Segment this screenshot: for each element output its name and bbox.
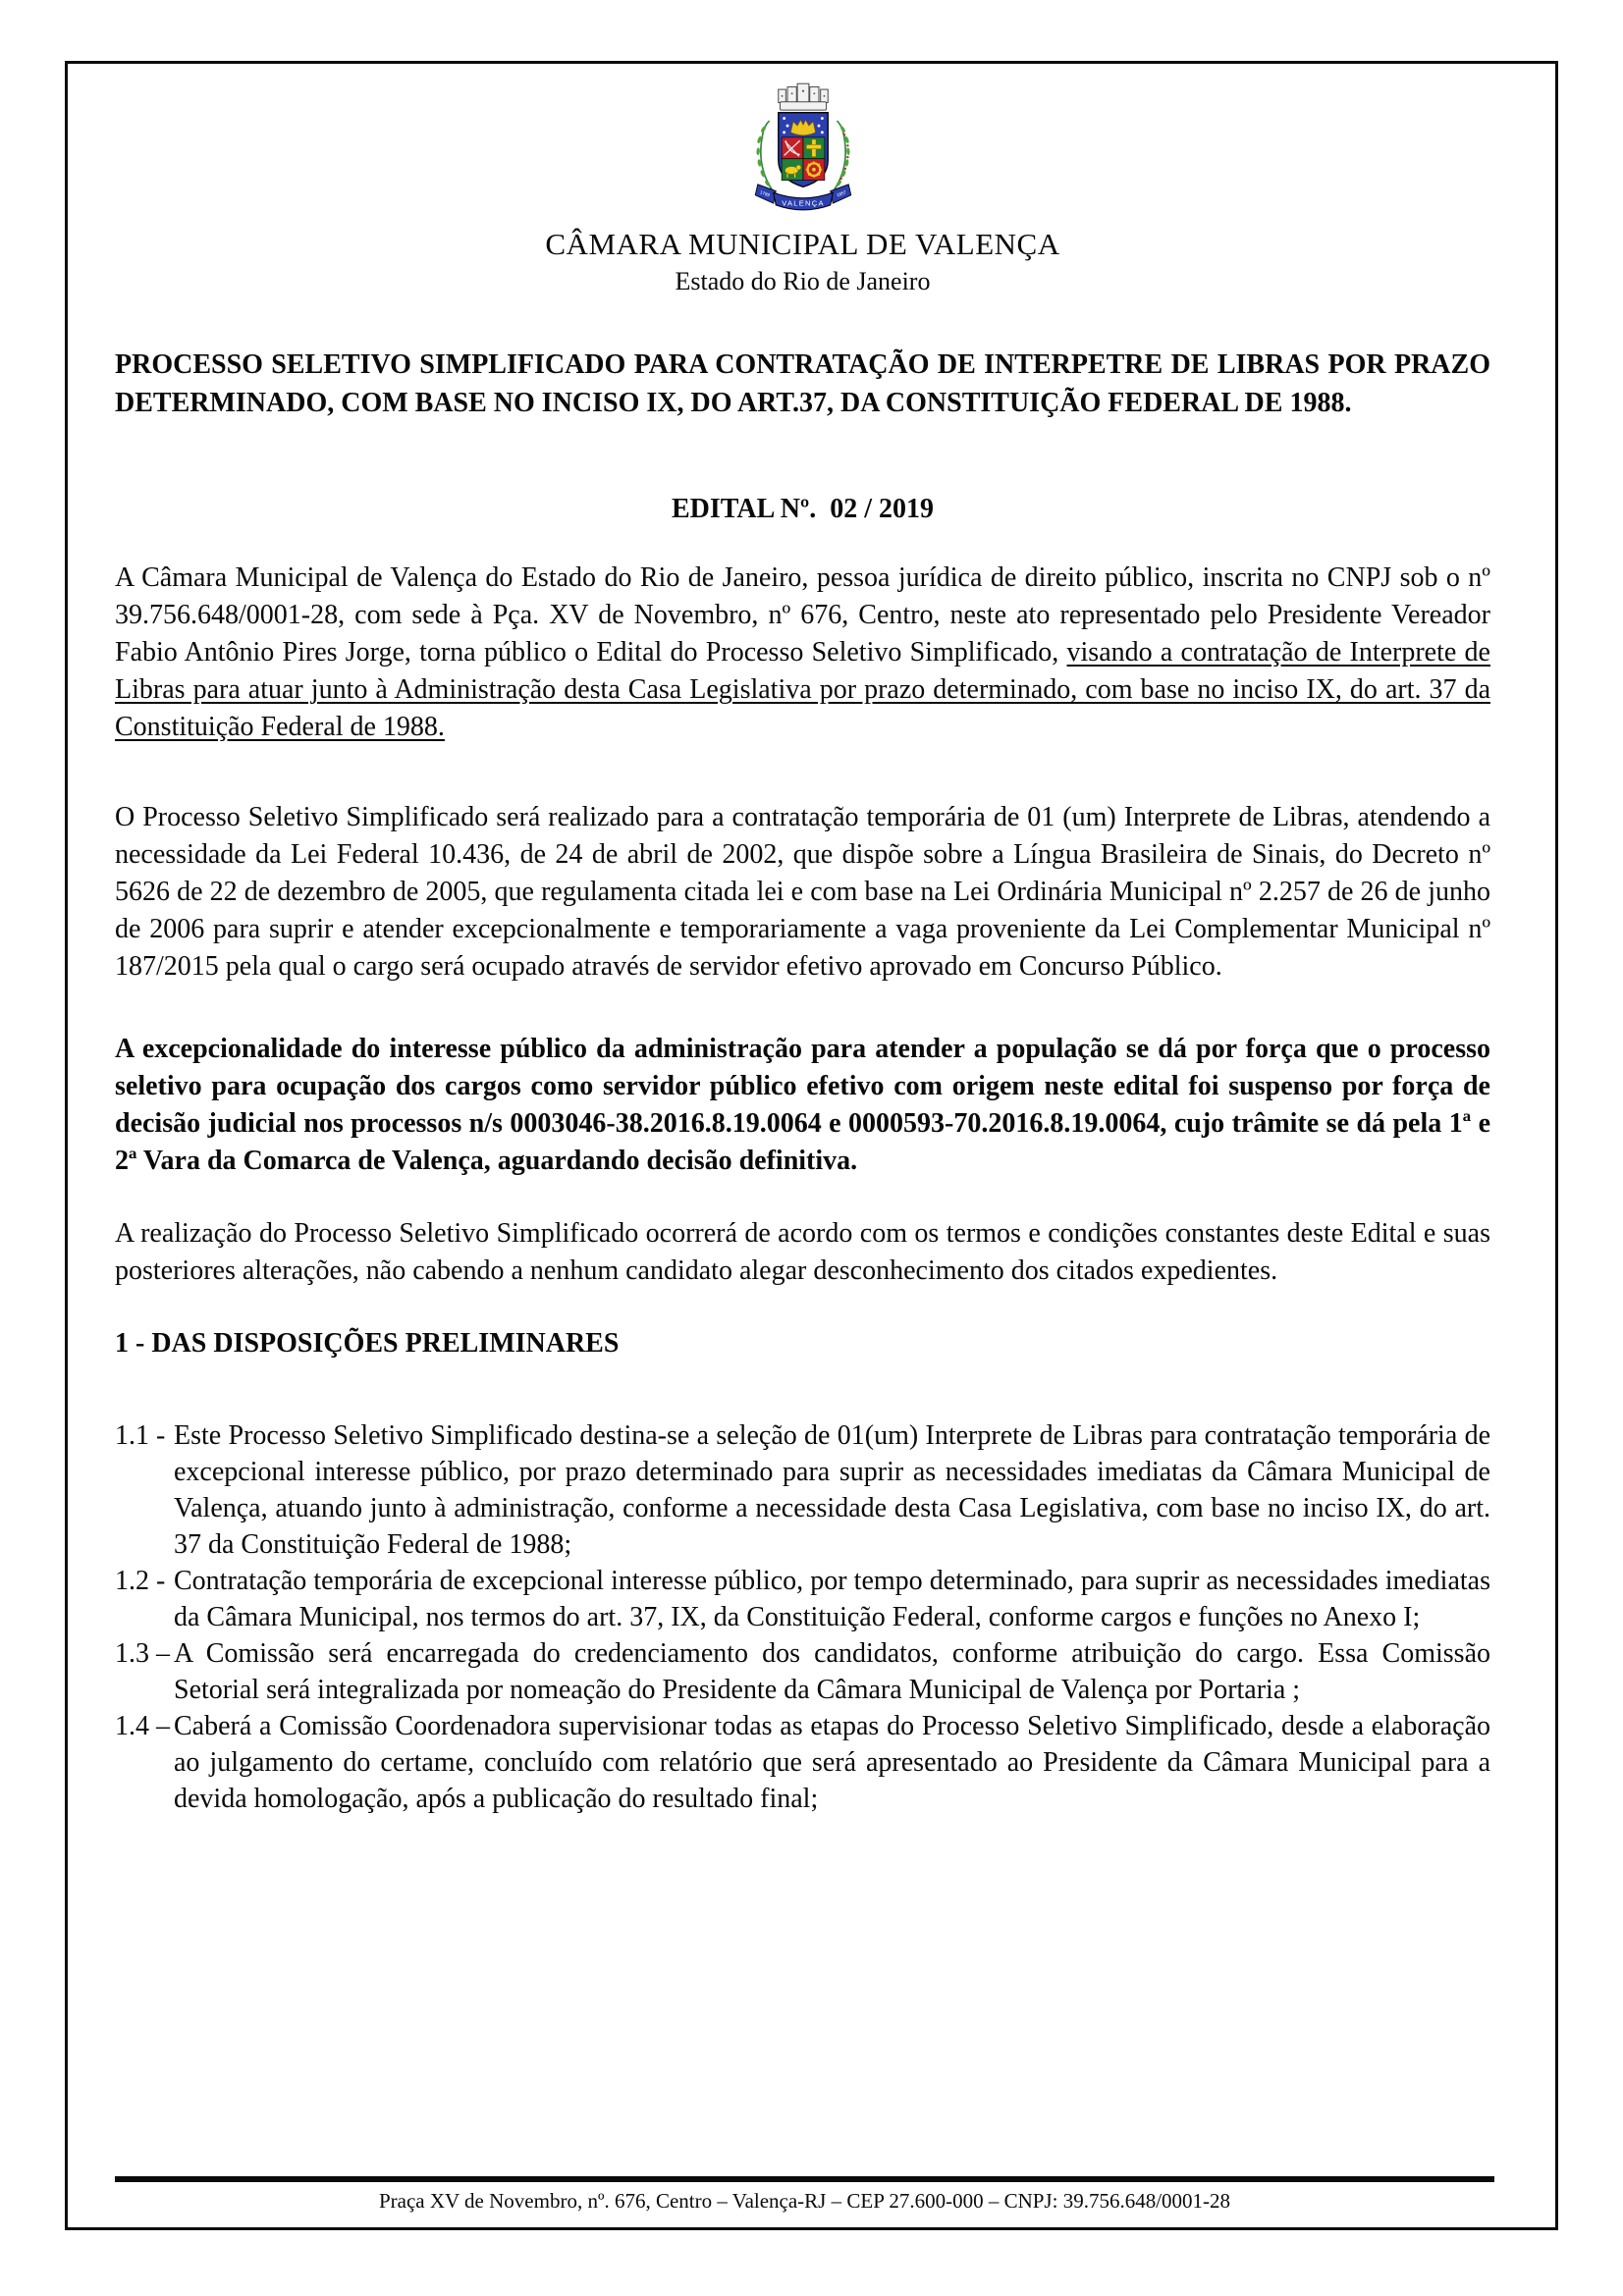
list-item-text: Contratação temporária de excepcional interesse público, por tempo determinado, para suprir as necessidades imediatas da Câmara Municipal, nos termos do art. 37, IX, da Constituição Federal, conforme cargos e funções no Anexo I; xyxy=(174,1565,1490,1632)
footer-address: Praça XV de Novembro, nº. 676, Centro – Valença-RJ – CEP 27.600-000 – CNPJ: 39.756.648/0001-28 xyxy=(378,2189,1231,2213)
crest-year-left: 1789 xyxy=(758,189,771,198)
document-body xyxy=(68,64,1555,1817)
section-1-heading: 1 - DAS DISPOSIÇÕES PRELIMINARES xyxy=(115,1327,620,1359)
intro-paragraph-4: A realização do Processo Seletivo Simplificado ocorrerá de acordo com os termos e condições constantes deste Edital e suas posteriores alterações, não cabendo a nenhum candidato alegar desconhecimento dos citados expedientes. xyxy=(115,1217,1490,1286)
intro-paragraph-3-bold: A excepcionalidade do interesse público da administração para atender a população se dá por força que o processo seletivo para ocupação dos cargos como servidor público efetivo com origem neste edital foi suspenso por força de decisão judicial nos processos n/s 0003046-38.2016.8.19.0064 e 0000593-70.2016.8.19.0064, cujo trâmite se dá pela 1ª e 2ª Vara da Comarca de Valença, aguardando decisão definitiva. xyxy=(115,1033,1490,1176)
list-item-1-4 xyxy=(115,1708,1490,1817)
document-header-crest xyxy=(115,64,1490,220)
list-item-number: 1.2 - xyxy=(115,1565,166,1596)
coat-of-arms-icon xyxy=(745,80,861,220)
list-item-number: 1.1 - xyxy=(115,1419,166,1451)
intro-paragraph-1-underlined: visando a contratação de Interprete de Libras para atuar junto à Administração desta Casa Legislativa por prazo determinado, com base no inciso IX, do art. 37 da Constituição Federal de 1988. xyxy=(115,636,1490,742)
list-item-text: A Comissão será encarregada do credenciamento dos candidatos, conforme atribuição do cargo. Essa Comissão Setorial será integralizada por nomeação do Presidente da Câmara Municipal de Valença por Portaria ; xyxy=(174,1637,1490,1705)
list-item-text: Este Processo Seletivo Simplificado destina-se a seleção de 01(um) Interprete de Libras para contratação temporária de excepcional interesse público, por prazo determinado para suprir as necessidades imediatas da Câmara Municipal de Valença, atuando junto à administração, conforme a necessidade desta Casa Legislativa, com base no inciso IX, do art. 37 da Constituição Federal de 1988; xyxy=(174,1419,1490,1560)
list-item-text: Caberá a Comissão Coordenadora supervisionar todas as etapas do Processo Seletivo Simplificado, desde a elaboração ao julgamento do certame, concluído com relatório que será apresentado ao Presidente da Câmara Municipal para a devida homologação, após a publicação do resultado final; xyxy=(174,1710,1490,1814)
edital-number: EDITAL Nº. 02 / 2019 xyxy=(672,493,934,524)
intro-paragraph-1 xyxy=(115,560,1490,746)
crest-ribbon-text: VALENÇA xyxy=(781,198,825,208)
intro-paragraph-1-plain: A Câmara Municipal de Valença do Estado do Rio de Janeiro, pessoa jurídica de direito público, inscrita no CNPJ sob o nº 39.756.648/0001-28, com sede à Pça. XV de Novembro, nº 676, Centro, neste ato representado pelo Presidente Vereador Fabio Antônio Pires Jorge, torna público o Edital do Processo Seletivo Simplificado, xyxy=(115,561,1490,667)
page-footer xyxy=(115,2176,1494,2227)
intro-paragraph-2: O Processo Seletivo Simplificado será realizado para a contratação temporária de 01 (um) Interprete de Libras, atendendo a necessidade da Lei Federal 10.436, de 24 de abril de 2002, que dispõe sobre a Língua Brasileira de Sinais, do Decreto nº 5626 de 22 de dezembro de 2005, que regulamenta citada lei e com base na Lei Ordinária Municipal nº 2.257 de 26 de junho de 2006 para suprir e atender excepcionalmente e temporariamente a vaga proveniente da Lei Complementar Municipal nº 187/2015 pela qual o cargo será ocupado através de servidor efetivo aprovado em Concurso Público. xyxy=(115,801,1490,982)
section-1-item-list xyxy=(115,1417,1490,1817)
list-item-1-2 xyxy=(115,1563,1490,1635)
organization-name: CÂMARA MUNICIPAL DE VALENÇA xyxy=(545,227,1060,261)
list-item-1-3 xyxy=(115,1635,1490,1708)
crest-year-right: 1857 xyxy=(835,189,847,198)
list-item-number: 1.4 – xyxy=(115,1710,170,1741)
document-title-paragraph: PROCESSO SELETIVO SIMPLIFICADO PARA CONTRATAÇÃO DE INTERPETRE DE LIBRAS POR PRAZO DETERMINADO, COM BASE NO INCISO IX, DO ART.37, DA CONSTITUIÇÃO FEDERAL DE 1988. xyxy=(115,348,1490,418)
page-border-frame xyxy=(65,61,1558,2230)
organization-state: Estado do Rio de Janeiro xyxy=(675,266,931,295)
list-item-1-1 xyxy=(115,1417,1490,1563)
list-item-number: 1.3 – xyxy=(115,1637,170,1669)
